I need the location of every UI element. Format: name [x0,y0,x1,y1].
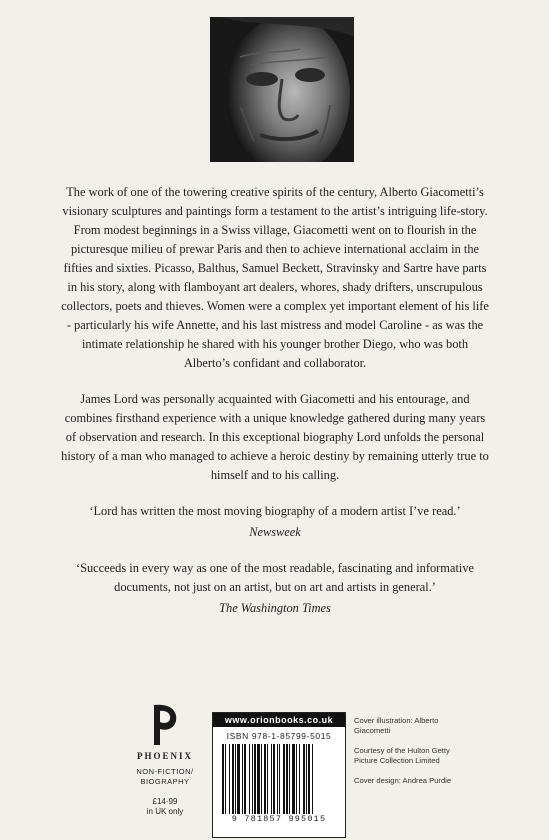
barcode-bar [252,744,253,814]
publisher-name: PHOENIX [136,751,193,761]
review-quote-1: ‘Lord has written the most moving biography of a modern artist I’ve read.’ [89,504,461,518]
barcode-bar [235,744,236,814]
blurb-paragraph-2: James Lord was personally acquainted with Giacometti and his entourage, and combines firsthand experience with a unique knowledge gathered during many years of observation and research. In this exceptional biography Lord unfolds the personal history of a man who managed to achieve a heroic destiny by remaining utterly true to himself and to his calling. [61,392,489,482]
barcode-bar [312,744,313,814]
barcode-bar [273,744,275,814]
portrait-image [210,17,354,162]
review-source-2: The Washington Times [219,601,331,615]
blurb-paragraph-1: The work of one of the towering creative spirits of the century, Alberto Giacometti’s visionary sculptures and paintings form a testament to the artist’s intriguing life-story. From modest beginnings in a Swiss village, Giacometti went on to flourish in the picturesque milieu of prewar Paris and then to achieve international acclaim in the fifties and sixties. Picasso, Balthus, Samuel Beckett, Stravinsky and Sartre have parts in his story, along with flamboyant art dealers, whores, shady drifters, unscrupulous collectors, poets and thieves. Women were a complex yet important element of his life - particularly his wife Annette, and his last mistress and model Caroline - as was the intimate relationship he shared with his younger brother Diego, who was both Alberto’s confidant and collaborator. [61,185,489,370]
barcode-bar [229,744,230,814]
barcode-bar [306,744,307,814]
price-note: in UK only [146,807,184,816]
barcode-bar [242,744,243,814]
category-label [130,767,200,787]
back-cover-blurb [60,183,490,635]
barcode-bar [277,744,278,814]
barcode-bar [299,744,300,814]
barcode-bar [292,744,295,814]
barcode-bar [232,744,234,814]
barcode-bar [271,744,272,814]
barcode-icon [220,744,338,814]
barcode-bar [289,744,290,814]
barcode-bar [303,744,305,814]
credit-design: Cover design: Andrea Purdie [354,776,452,785]
price: £14·99 [152,797,178,806]
barcode-bar [261,744,262,814]
barcode-bar [244,744,246,814]
isbn-label: ISBN 978-1-85799-5015 [226,731,332,741]
barcode-panel [212,712,346,838]
publisher-url: www.orionbooks.co.uk [213,713,345,727]
barcode-bar [286,744,288,814]
portrait-photo [210,17,354,162]
barcode-bar [254,744,256,814]
barcode-bar [222,744,224,814]
barcode-bar [283,744,285,814]
barcode-bar [237,744,240,814]
barcode-bar [308,744,310,814]
barcode-bar [264,744,266,814]
barcode-bar [296,744,297,814]
barcode-bar [279,744,280,814]
price-label [130,797,200,817]
credit-illustration: Cover illustration: Alberto Giacometti [354,716,439,735]
publisher-logo-block [130,703,200,817]
barcode-bar [225,744,226,814]
barcode-bar [249,744,250,814]
category-line-2: BIOGRAPHY [140,777,190,786]
barcode-bar [257,744,260,814]
barcode-bar [267,744,268,814]
credit-courtesy: Courtesy of the Hulton Getty Picture Collection Limited [354,746,450,765]
review-quote-2: ‘Succeeds in every way as one of the most readable, fascinating and informative documents, not just on an artist, but on art and artists in general.’ [75,561,475,594]
barcode-digits: 9 781857 995015 [231,814,327,824]
phoenix-logo-icon [150,703,180,747]
review-source-1: Newsweek [249,525,301,539]
cover-credits [354,716,474,796]
category-line-1: NON-FICTION/ [136,767,194,776]
